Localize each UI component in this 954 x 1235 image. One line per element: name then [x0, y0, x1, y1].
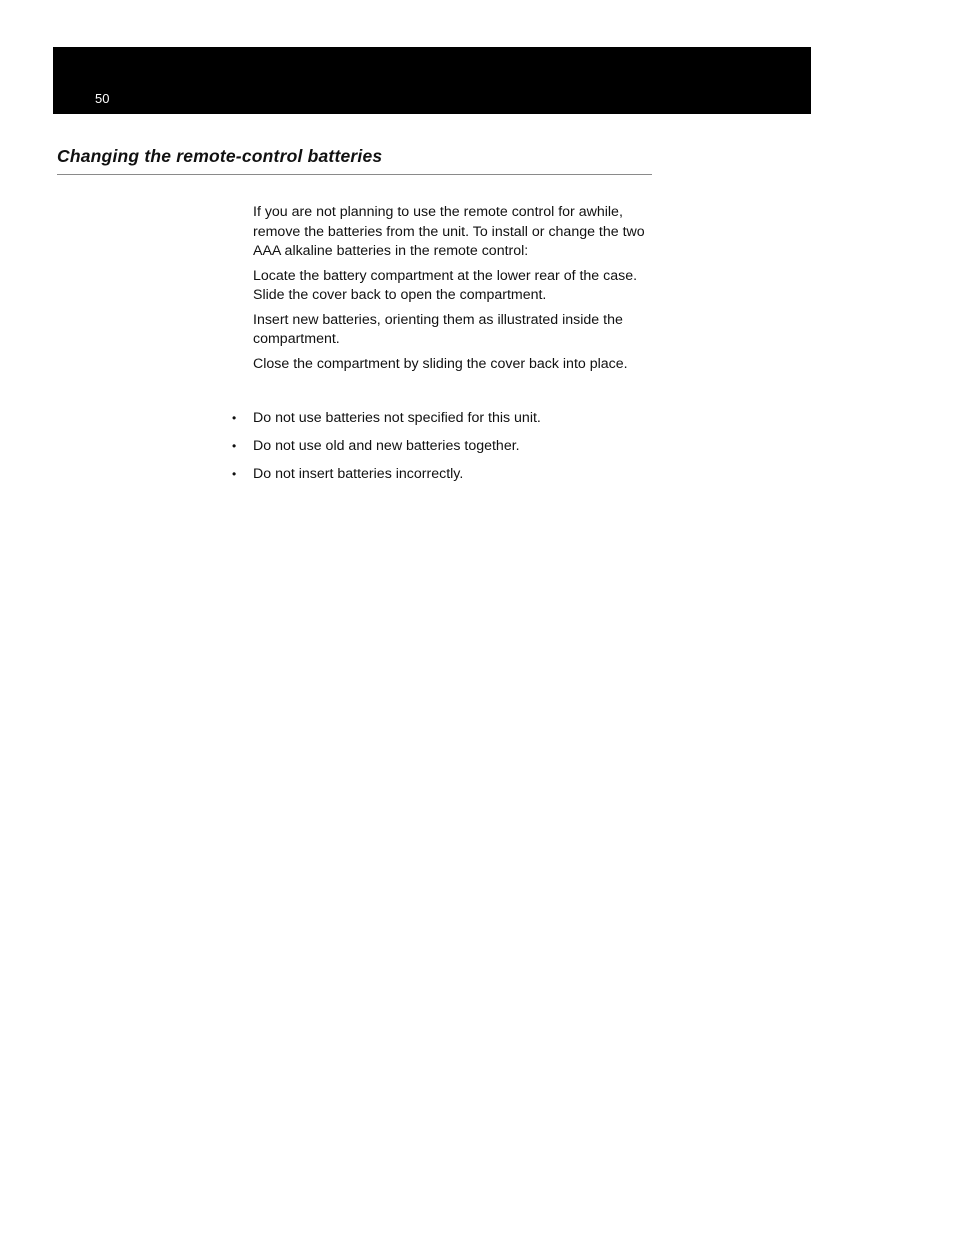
bullet-icon: • [232, 411, 237, 425]
step-paragraph: Locate the battery compartment at the lower rear of the case. Slide the cover back to open the compartment. [253, 267, 638, 303]
intro-paragraph: If you are not planning to use the remote control for awhile, remove the batteries from the unit. To install or change the two AAA alkaline batteries in the remote control: [253, 204, 645, 259]
bullet-icon: • [232, 439, 237, 453]
list-item [230, 465, 660, 493]
header-bar [53, 47, 811, 114]
section-title: Changing the remote-control batteries [57, 146, 383, 166]
list-item [230, 437, 660, 465]
list-item [230, 409, 660, 437]
list-item-text: Do not insert batteries incorrectly. [253, 466, 464, 482]
step-paragraph: Insert new batteries, orienting them as illustrated inside the compartment. [253, 311, 623, 347]
page-number: 50 [95, 91, 110, 106]
step-paragraph: Close the compartment by sliding the cover back into place. [253, 355, 628, 372]
instructions-body [253, 203, 653, 379]
caution-list [230, 409, 660, 493]
title-divider [57, 174, 652, 175]
list-item-text: Do not use batteries not specified for this unit. [253, 410, 541, 426]
list-item-text: Do not use old and new batteries together. [253, 438, 520, 454]
bullet-icon: • [232, 467, 237, 481]
